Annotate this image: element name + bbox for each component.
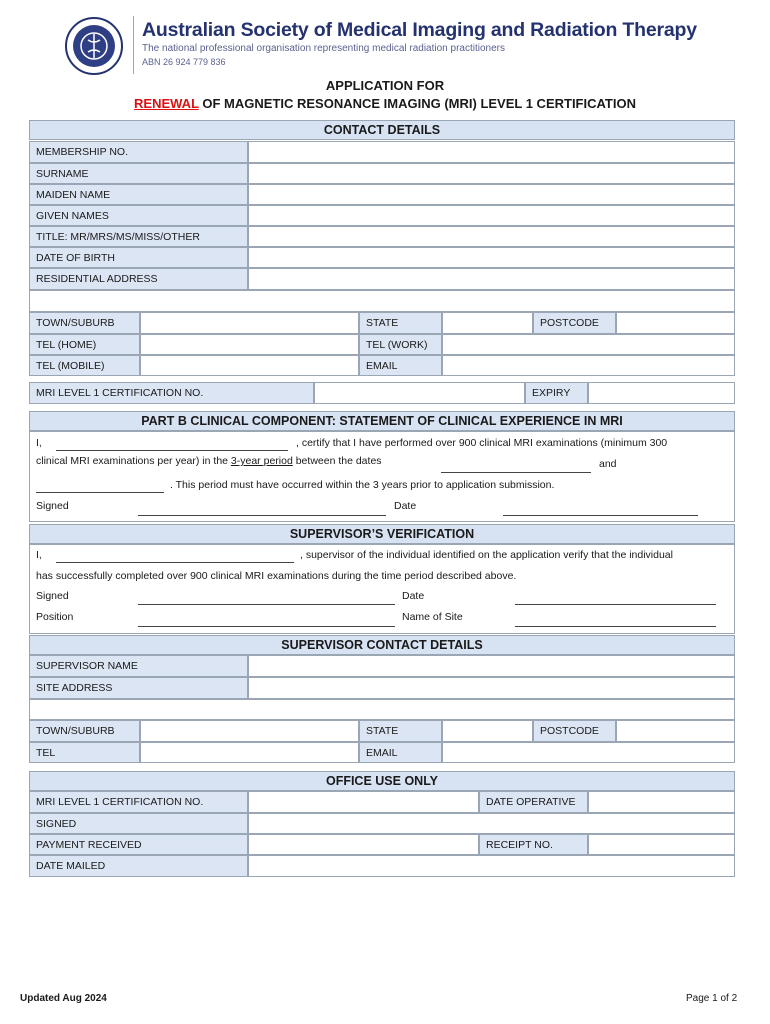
receipt-no-field[interactable] bbox=[588, 834, 735, 855]
site-address-label: SITE ADDRESS bbox=[29, 677, 248, 699]
tel-home-field[interactable] bbox=[140, 334, 359, 355]
supervisor-site-line[interactable] bbox=[515, 626, 716, 627]
org-tagline: The national professional organisation representing medical radiation practitioners bbox=[142, 43, 505, 54]
sup-tel-label: TEL bbox=[29, 742, 140, 763]
supervisor-name-label: SUPERVISOR NAME bbox=[29, 655, 248, 677]
part-b-i: I, bbox=[36, 437, 42, 449]
title-label: TITLE: MR/MRS/MS/MISS/OTHER bbox=[29, 226, 248, 247]
supervisor-date-line[interactable] bbox=[515, 604, 716, 605]
surname-field[interactable] bbox=[248, 163, 735, 184]
state-field[interactable] bbox=[442, 312, 533, 334]
supervisor-name-field[interactable] bbox=[248, 655, 735, 677]
line2-a: clinical MRI examinations per year) in the bbox=[36, 455, 228, 467]
date-operative-field[interactable] bbox=[588, 791, 735, 813]
given-names-field[interactable] bbox=[248, 205, 735, 226]
supervisor-signed-label: Signed bbox=[36, 590, 69, 602]
address-label: RESIDENTIAL ADDRESS bbox=[29, 268, 248, 290]
tel-mobile-field[interactable] bbox=[140, 355, 359, 376]
state-label: STATE bbox=[359, 312, 442, 334]
renewal-word: RENEWAL bbox=[134, 96, 199, 111]
surname-label: SURNAME bbox=[29, 163, 248, 184]
tel-work-label: TEL (WORK) bbox=[359, 334, 442, 355]
three-year-period: 3-year period bbox=[230, 455, 293, 467]
supervisor-verify-text: , supervisor of the individual identified on the application verify that the individual bbox=[300, 549, 673, 561]
expiry-label: EXPIRY bbox=[525, 382, 588, 404]
part-b-date-label: Date bbox=[394, 500, 417, 512]
payment-received-field[interactable] bbox=[248, 834, 479, 855]
org-name: Australian Society of Medical Imaging and Radiation Therapy bbox=[142, 19, 697, 41]
tel-work-field[interactable] bbox=[442, 334, 735, 355]
sup-town-field[interactable] bbox=[140, 720, 359, 742]
receipt-no-label: RECEIPT NO. bbox=[479, 834, 588, 855]
date-mailed-field[interactable] bbox=[248, 855, 735, 877]
line2-b: between the dates bbox=[295, 455, 382, 467]
payment-received-label: PAYMENT RECEIVED bbox=[29, 834, 248, 855]
given-names-label: GIVEN NAMES bbox=[29, 205, 248, 226]
supervisor-i: I, bbox=[36, 549, 42, 561]
period-note: . This period must have occurred within the 3 years prior to application submission. bbox=[170, 479, 555, 491]
header-divider bbox=[133, 16, 134, 74]
part-b-signature-line[interactable] bbox=[138, 515, 386, 516]
end-date-line[interactable] bbox=[36, 492, 164, 493]
membership-no-field[interactable] bbox=[248, 141, 735, 163]
cert-no-field[interactable] bbox=[314, 382, 525, 404]
maiden-name-field[interactable] bbox=[248, 184, 735, 205]
applicant-name-line[interactable] bbox=[56, 450, 288, 451]
supervisor-date-label: Date bbox=[402, 590, 425, 602]
sup-state-label: STATE bbox=[359, 720, 442, 742]
address-field[interactable] bbox=[248, 268, 735, 290]
supervisor-signature-line[interactable] bbox=[138, 604, 395, 605]
part-b-certify-text: , certify that I have performed over 900 clinical MRI examinations (minimum 300 bbox=[296, 437, 668, 449]
cert-no-label: MRI LEVEL 1 CERTIFICATION NO. bbox=[29, 382, 314, 404]
date-operative-label: DATE OPERATIVE bbox=[479, 791, 588, 813]
sup-state-field[interactable] bbox=[442, 720, 533, 742]
sup-postcode-label: POSTCODE bbox=[533, 720, 616, 742]
expiry-field[interactable] bbox=[588, 382, 735, 404]
address-field-line2[interactable] bbox=[29, 290, 735, 312]
part-b-date-line[interactable] bbox=[503, 515, 698, 516]
part-b-line2 bbox=[36, 455, 382, 467]
site-address-field[interactable] bbox=[248, 677, 735, 699]
sup-postcode-field[interactable] bbox=[616, 720, 735, 742]
supervisor-position-label: Position bbox=[36, 611, 74, 623]
form-title-line2 bbox=[0, 96, 770, 111]
part-b-signed-label: Signed bbox=[36, 500, 69, 512]
title-rest: OF MAGNETIC RESONANCE IMAGING (MRI) LEVEL 1 CERTIFICATION bbox=[198, 96, 636, 111]
email-label: EMAIL bbox=[359, 355, 442, 376]
date-mailed-label: DATE MAILED bbox=[29, 855, 248, 877]
sup-town-label: TOWN/SUBURB bbox=[29, 720, 140, 742]
supervisor-site-label: Name of Site bbox=[402, 611, 463, 623]
office-cert-no-field[interactable] bbox=[248, 791, 479, 813]
tel-mobile-label: TEL (MOBILE) bbox=[29, 355, 140, 376]
supervisor-position-line[interactable] bbox=[138, 626, 395, 627]
sup-tel-field[interactable] bbox=[140, 742, 359, 763]
supervisor-line2: has successfully completed over 900 clinical MRI examinations during the time period described above. bbox=[36, 570, 517, 582]
start-date-line[interactable] bbox=[441, 472, 591, 473]
supervisor-name-line[interactable] bbox=[56, 562, 294, 563]
part-b-heading: PART B CLINICAL COMPONENT: STATEMENT OF CLINICAL EXPERIENCE IN MRI bbox=[29, 411, 735, 431]
postcode-field[interactable] bbox=[616, 312, 735, 334]
footer-updated: Updated Aug 2024 bbox=[20, 993, 107, 1004]
office-signed-field[interactable] bbox=[248, 813, 735, 834]
office-use-heading: OFFICE USE ONLY bbox=[29, 771, 735, 791]
form-title-line1: APPLICATION FOR bbox=[325, 78, 445, 93]
asmirt-logo bbox=[58, 16, 130, 76]
sup-email-label: EMAIL bbox=[359, 742, 442, 763]
supervisor-verification-heading: SUPERVISOR’S VERIFICATION bbox=[29, 524, 735, 544]
and-text: and bbox=[599, 458, 617, 470]
dob-label: DATE OF BIRTH bbox=[29, 247, 248, 268]
maiden-name-label: MAIDEN NAME bbox=[29, 184, 248, 205]
org-abn: ABN 26 924 779 836 bbox=[142, 57, 226, 67]
sup-email-field[interactable] bbox=[442, 742, 735, 763]
email-field[interactable] bbox=[442, 355, 735, 376]
office-signed-label: SIGNED bbox=[29, 813, 248, 834]
tel-home-label: TEL (HOME) bbox=[29, 334, 140, 355]
postcode-label: POSTCODE bbox=[533, 312, 616, 334]
supervisor-contact-heading: SUPERVISOR CONTACT DETAILS bbox=[29, 635, 735, 655]
dob-field[interactable] bbox=[248, 247, 735, 268]
office-cert-no-label: MRI LEVEL 1 CERTIFICATION NO. bbox=[29, 791, 248, 813]
contact-details-heading: CONTACT DETAILS bbox=[29, 120, 735, 140]
membership-no-label: MEMBERSHIP NO. bbox=[29, 141, 248, 163]
town-label: TOWN/SUBURB bbox=[29, 312, 140, 334]
site-address-field-line2[interactable] bbox=[29, 699, 735, 720]
title-field[interactable] bbox=[248, 226, 735, 247]
footer-page-number: Page 1 of 2 bbox=[686, 993, 738, 1004]
town-field[interactable] bbox=[140, 312, 359, 334]
